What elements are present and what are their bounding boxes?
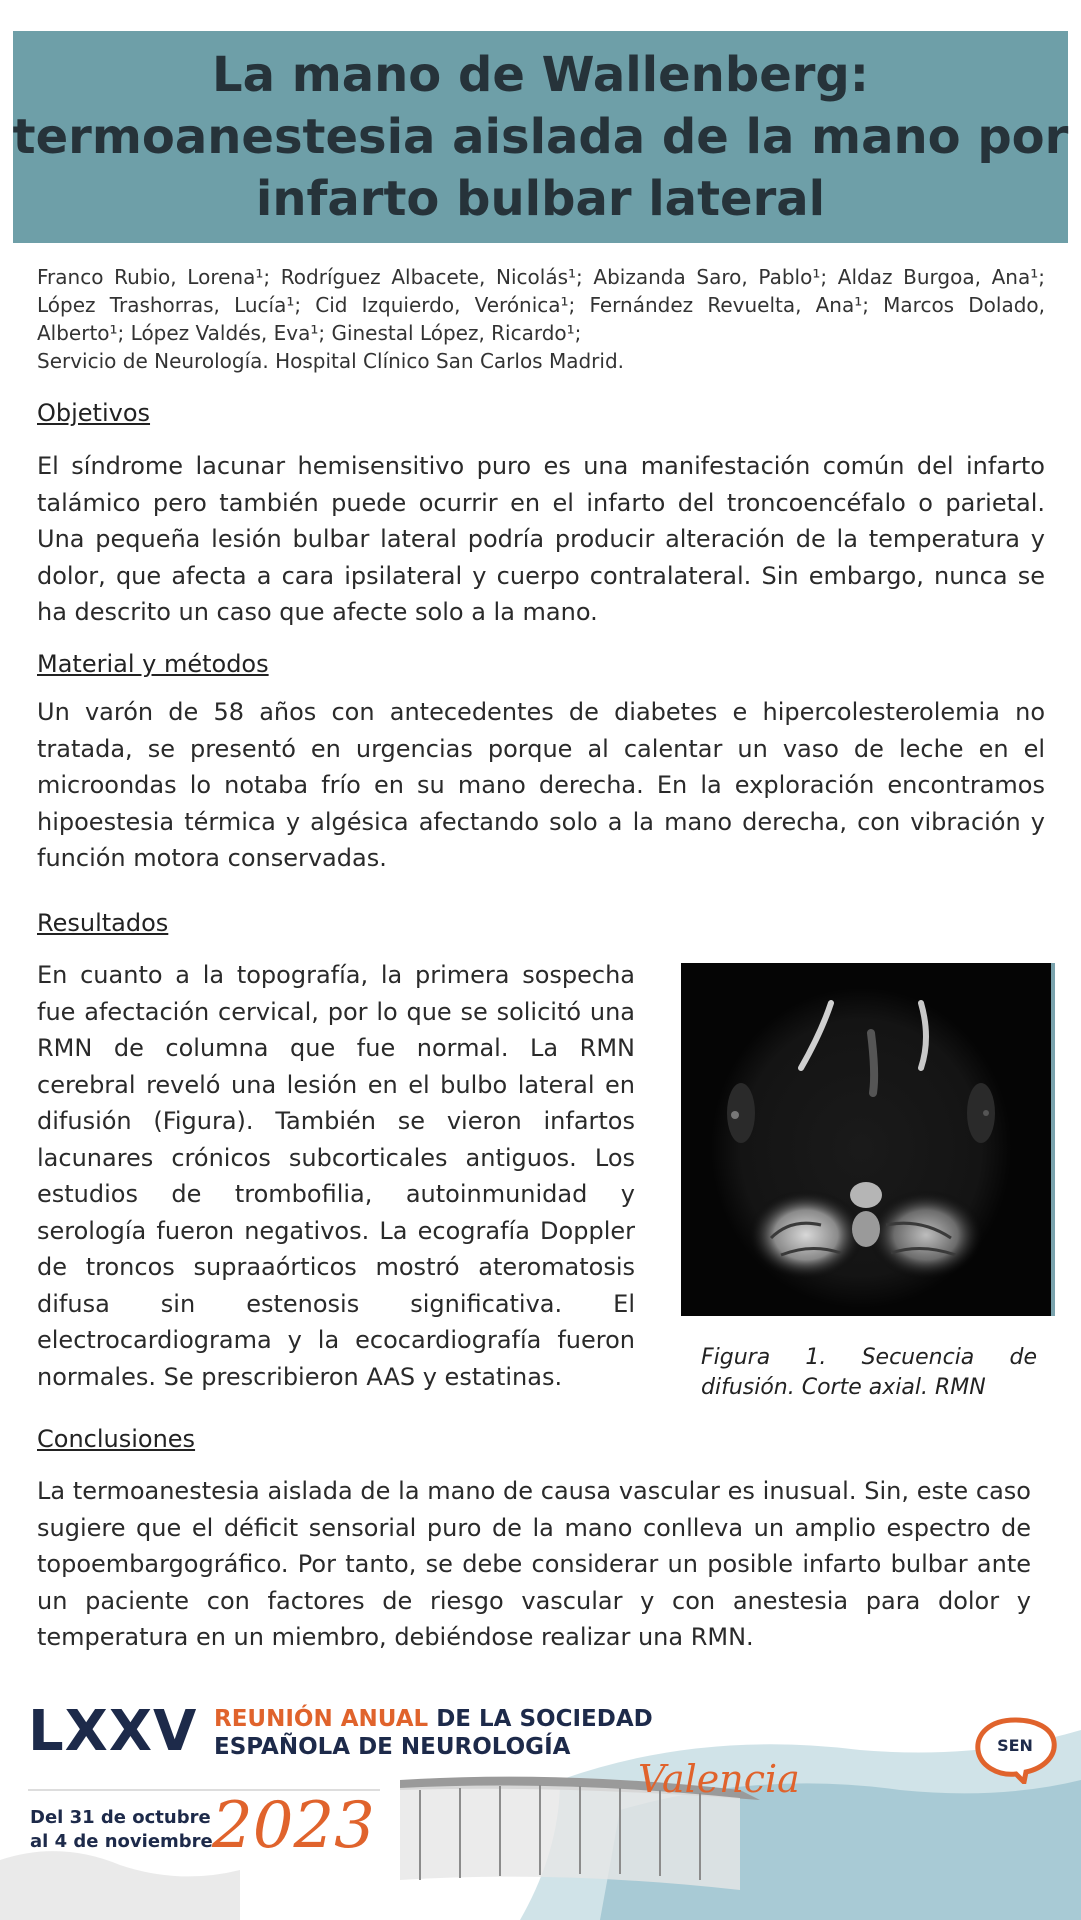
- title-line-1: La mano de Wallenberg:: [212, 47, 869, 103]
- meeting-year: 2023: [212, 1789, 375, 1863]
- conclusiones-text: La termoanestesia aislada de la mano de causa vascular es inusual. Sin, este caso sugiere que el déficit sensorial puro de la mano conlleva un amplio espectro de topoembargográfico. Por tanto, se debe considerar un posible infarto bulbar ante un paciente con factores de riesgo vascular y con anestesia para dolor y temperatura en un miembro, debiéndose realizar una RMN.: [37, 1477, 1031, 1651]
- sen-logo-text: SEN: [997, 1736, 1033, 1755]
- dates-line-1: Del 31 de octubre: [30, 1807, 211, 1828]
- mri-figure: [681, 963, 1055, 1316]
- conclusiones-heading: Conclusiones: [37, 1425, 196, 1453]
- meeting-name-line-2: ESPAÑOLA DE NEUROLOGÍA: [214, 1734, 571, 1760]
- meeting-name-line-1: [214, 1706, 653, 1732]
- dates-line-2: al 4 de noviembre: [30, 1831, 213, 1852]
- figure-caption: Figura 1. Secuencia de difusión. Corte axial. RMN: [701, 1345, 1037, 1400]
- resultados-text: En cuanto a la topografía, la primera sospecha fue afectación cervical, por lo que se solicitó una RMN de columna que fue normal. La RMN cerebral reveló una lesión en el bulbo lateral en difusión (Figura). También se vieron infartos lacunares crónicos subcorticales antiguos. Los estudios de trombofilia, autoinmunidad y serología fueron negativos. La ecografía Doppler de troncos supraaórticos mostró ateromatosis difusa sin estenosis significativa. El electrocardiograma y la ecocardiografía fueron normales. Se prescribieron AAS y estatinas.: [37, 961, 635, 1391]
- title-banner: [13, 31, 1068, 243]
- edition-numeral: LXXV: [28, 1699, 198, 1764]
- congress-footer: [0, 1690, 1081, 1920]
- material-text: Un varón de 58 años con antecedentes de diabetes e hipercolesterolemia no tratada, se presentó en urgencias porque al calentar un vaso de leche en el microondas lo notaba frío en su mano derecha. En la exploración encontramos hipoestesia térmica y algésica afectando solo a la mano derecha, con vibración y función motora conservadas.: [37, 698, 1045, 872]
- objetivos-text: El síndrome lacunar hemisensitivo puro es una manifestación común del infarto talámico pero también puede ocurrir en el infarto del troncoencéfalo o parietal. Una pequeña lesión bulbar lateral podría producir alteración de la temperatura y dolor, que afecta a cara ipsilateral y cuerpo contralateral. Sin embargo, nunca se ha descrito un caso que afecte solo a la mano.: [37, 452, 1045, 626]
- material-heading: Material y métodos: [37, 650, 269, 678]
- author-list: Franco Rubio, Lorena¹; Rodríguez Albacete, Nicolás¹; Abizanda Saro, Pablo¹; Aldaz Burgoa, Ana¹; López Trashorras, Lucía¹; Cid Izquierdo, Verónica¹; Fernández Revuelta, Ana¹; Marcos Dolado, Alberto¹; López Valdés, Eva¹; Ginestal López, Ricardo¹;: [37, 265, 1045, 345]
- title-line-3: infarto bulbar lateral: [255, 171, 826, 227]
- meeting-name-navy: DE LA SOCIEDAD: [436, 1706, 653, 1732]
- title-line-2: termoanestesia aislada de la mano por: [12, 109, 1069, 165]
- affiliation: Servicio de Neurología. Hospital Clínico San Carlos Madrid.: [37, 349, 624, 373]
- author-block: [37, 263, 1045, 375]
- meeting-city: Valencia: [638, 1757, 800, 1801]
- sen-logo: [970, 1714, 1060, 1784]
- resultados-heading: Resultados: [37, 909, 169, 937]
- objetivos-heading: Objetivos: [37, 399, 151, 427]
- meeting-name-orange: REUNIÓN ANUAL: [214, 1706, 429, 1732]
- meeting-dates: [30, 1806, 213, 1854]
- mri-scan-image: [681, 963, 1051, 1316]
